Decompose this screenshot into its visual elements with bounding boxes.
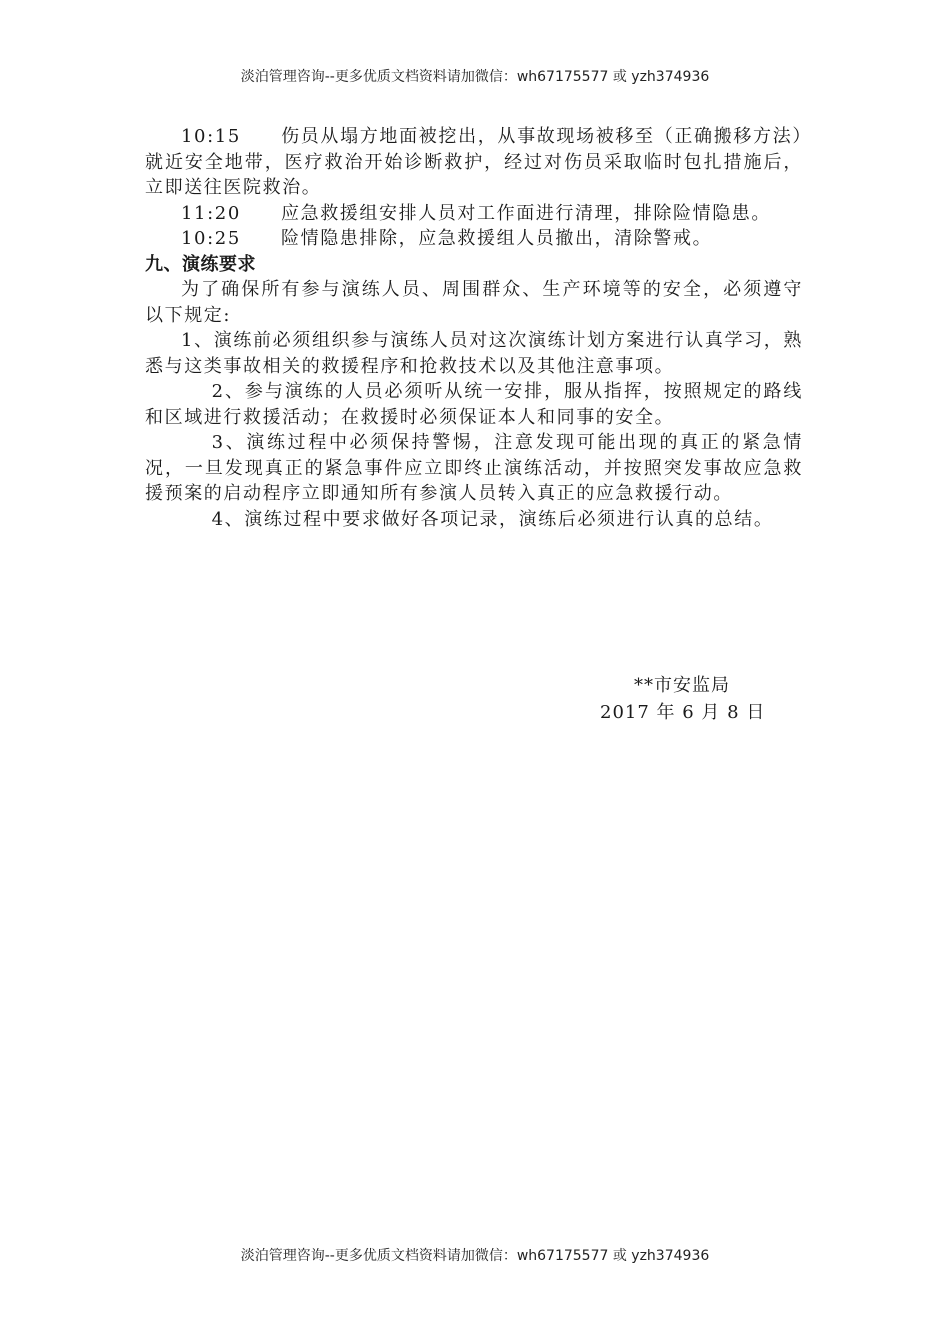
page-header: 淡泊管理咨询--更多优质文档资料请加微信：wh67175577 或 yzh374936: [240, 69, 710, 85]
signature-block: [600, 672, 800, 726]
timeline-time: 11:20: [181, 202, 241, 224]
requirement-item: 1、演练前必须组织参与演练人员对这次演练计划方案进行认真学习，熟悉与这类事故相关的救援程序和抢救技术以及其他注意事项。: [145, 330, 803, 377]
page-footer: 淡泊管理咨询--更多优质文档资料请加微信：wh67175577 或 yzh374936: [240, 1248, 710, 1264]
timeline-text: 险情隐患排除，应急救援组人员撤出，清除警戒。: [281, 228, 713, 249]
timeline-time: 10:15: [181, 126, 241, 147]
timeline-entry: [145, 226, 803, 252]
requirement-item: 2、参与演练的人员必须听从统一安排，服从指挥，按照规定的路线和区域进行救援活动；在救援时必须保证本人和同事的安全。: [145, 381, 803, 428]
timeline-text: 应急救援组安排人员对工作面进行清理，排除险情隐患。: [281, 202, 771, 224]
section-heading: 九、演练要求: [145, 253, 256, 275]
timeline-text: 伤员从塌方地面被挖出，从事故现场被移至（正确搬移方法）就近安全地带，医疗救治开始诊断救护，经过对伤员采取临时包扎措施后，立即送往医院救治。: [145, 126, 803, 198]
signature-org: **市安监局: [634, 675, 730, 696]
document-body: [145, 124, 803, 532]
timeline-entry: [145, 201, 803, 227]
signature-date: 2017 年 6 月 8 日: [600, 702, 766, 723]
requirement-item: 4、演练过程中要求做好各项记录，演练后必须进行认真的总结。: [211, 508, 774, 530]
section-intro: 为了确保所有参与演练人员、周围群众、生产环境等的安全，必须遵守以下规定:: [145, 279, 803, 326]
timeline-entry: [145, 124, 803, 201]
requirement-item: 3、演练过程中必须保持警惕，注意发现可能出现的真正的紧急情况，一旦发现真正的紧急事件应立即终止演练活动，并按照突发事故应急救援预案的启动程序立即通知所有参演人员转入真正的应急救援行动。: [145, 432, 803, 504]
timeline-time: 10:25: [181, 228, 241, 249]
